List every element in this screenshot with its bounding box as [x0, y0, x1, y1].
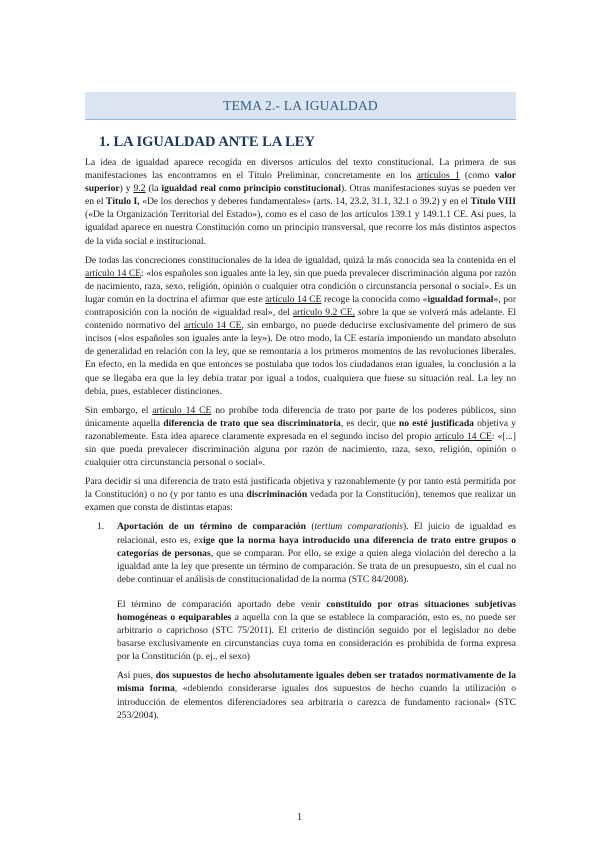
list-number: 1. — [97, 521, 105, 533]
article-link[interactable]: artículo 14 CE — [265, 293, 322, 305]
document-body — [85, 156, 516, 728]
article-link[interactable]: artículo 14 CE — [152, 404, 212, 416]
paragraph-2: De todas las concreciones constitucionales de la idea de igualdad, quizá la más conocida sea la contenida en el artículo 14 CE: «los españoles son iguales ante la ley, sin que pueda prevalecer discriminación alguna por razón de nacimiento, raza, sexo, religión, opinión o cualquier otra condición o circunstancia personal o social». Es un lugar común en la doctrina el afirmar que este artículo 14 CE recoge la conocida como «igualdad formal», por contraposición con la noción de «igualdad real», del artículo 9.2 CE, sobre la que se volverá más adelante. El contenido normativo del artículo 14 CE, sin embargo, no puede deducirse exclusivamente del primero de sus incisos («los españoles son iguales ante la ley»). De otro modo, la CE estaría imponiendo un mandato absoluto de generalidad en relación con la ley, que se remontaría a los primeros momentos de las revoluciones liberales. En efecto, en la medida en que entonces se postulaba que todos los ciudadanos eran iguales, la conclusión a la que se llegaba era que la ley debía tratar por igual a todos, cualquiera que fuese su situación real. La ley no debía, pues, establecer distinciones. — [85, 254, 517, 397]
article-link[interactable]: artículo 14 CE — [85, 267, 142, 279]
article-link[interactable]: artículos 1 — [416, 170, 460, 182]
list-item-body — [117, 520, 516, 591]
list-paragraph-1: Aportación de un término de comparación (tertium comparationis). El juicio de igualdad es relacional, esto es, exige que la norma haya introducido una diferencia de trato entre grupos o categorías de personas, que se comparan. Por ello, se exige a quien alega violación del derecho a la igualdad ante la ley que presente un término de comparación. Se trata de un presupuesto, sin el cual no debe continuar el análisis de constitucionalidad de la norma (STC 84/2008). — [117, 521, 517, 585]
paragraph-1: La idea de igualdad aparece recogida en diversos artículos del texto constitucional. La primera de sus manifestaciones las encontramos en el Título Preliminar, concretamente en los artículos 1 (como valor superior) y 9.2 (la igualdad real como principio constitucional). Otras manifestaciones suyas se pueden ver en el Título I, «De los derechos y deberes fundamentales» (arts. 14, 23.2, 31.1, 32.1 o 39.2) y en el Título VIII («De la Organización Territorial del Estado»), como es el caso de los artículos 139.1 y 149.1.1 CE. Así pues, la igualdad aparece en nuestra Constitución como un principio transversal, que recorre los más distintos aspectos de la vida social e institucional. — [85, 157, 516, 247]
list-paragraph-3: Así pues, dos supuestos de hecho absolutamente iguales deben ser tratados normativamente de la misma forma, «debiendo considerarse iguales dos supuestos de hecho cuando la utilización o introducción de elementos diferenciadores sea arbitraria o carezca de fundamento racional» (STC 253/2004). — [117, 670, 516, 721]
article-link[interactable]: artículo 14 CE — [434, 430, 492, 442]
paragraph-4: Para decidir si una diferencia de trato está justificada objetiva y razonablemente (y por tanto está permitida por la Constitución) o no (y por tanto es una discriminación vedada por la Constitución), tenemos que realizar un examen que consta de distintas etapas: — [85, 476, 516, 514]
section-title: 1. LA IGUALDAD ANTE LA LEY — [99, 134, 315, 150]
chapter-header-box — [85, 92, 516, 120]
article-link[interactable]: 9.2 — [133, 183, 146, 195]
article-link[interactable]: artículo 9.2 CE, — [292, 307, 355, 319]
list-item — [85, 520, 516, 591]
paragraph-3: Sin embargo, el artículo 14 CE no prohíbe toda diferencia de trato por parte de los poderes públicos, sino únicamente aquella diferencia de trato que sea discriminatoria, es decir, que no esté justificada objetiva y razonablemente. Esta idea aparece claramente expresada en el segundo inciso del propio artículo 14 CE: «[...] sin que pueda prevalecer discriminación alguna por razón de nacimiento, raza, sexo, religión, opinión o cualquier otra circunstancia personal o social». — [85, 404, 516, 469]
article-link[interactable]: artículo 14 CE — [183, 320, 242, 332]
list-continuation — [85, 598, 516, 722]
page-number: 1 — [297, 812, 302, 823]
chapter-title: TEMA 2.- LA IGUALDAD — [223, 97, 378, 113]
list-paragraph-2: El término de comparación aportado debe venir constituido por otras situaciones subjetivas homogéneas o equiparables a aquella con la que se establece la comparación, esto es, no puede ser arbitrario o caprichoso (STC 75/2011). El criterio de distinción seguido por el legislador no debe basarse exclusivamente en circunstancias cuya toma en consideración es prohibida de forma expresa por la Constitución (p. ej., el sexo) — [117, 598, 516, 663]
